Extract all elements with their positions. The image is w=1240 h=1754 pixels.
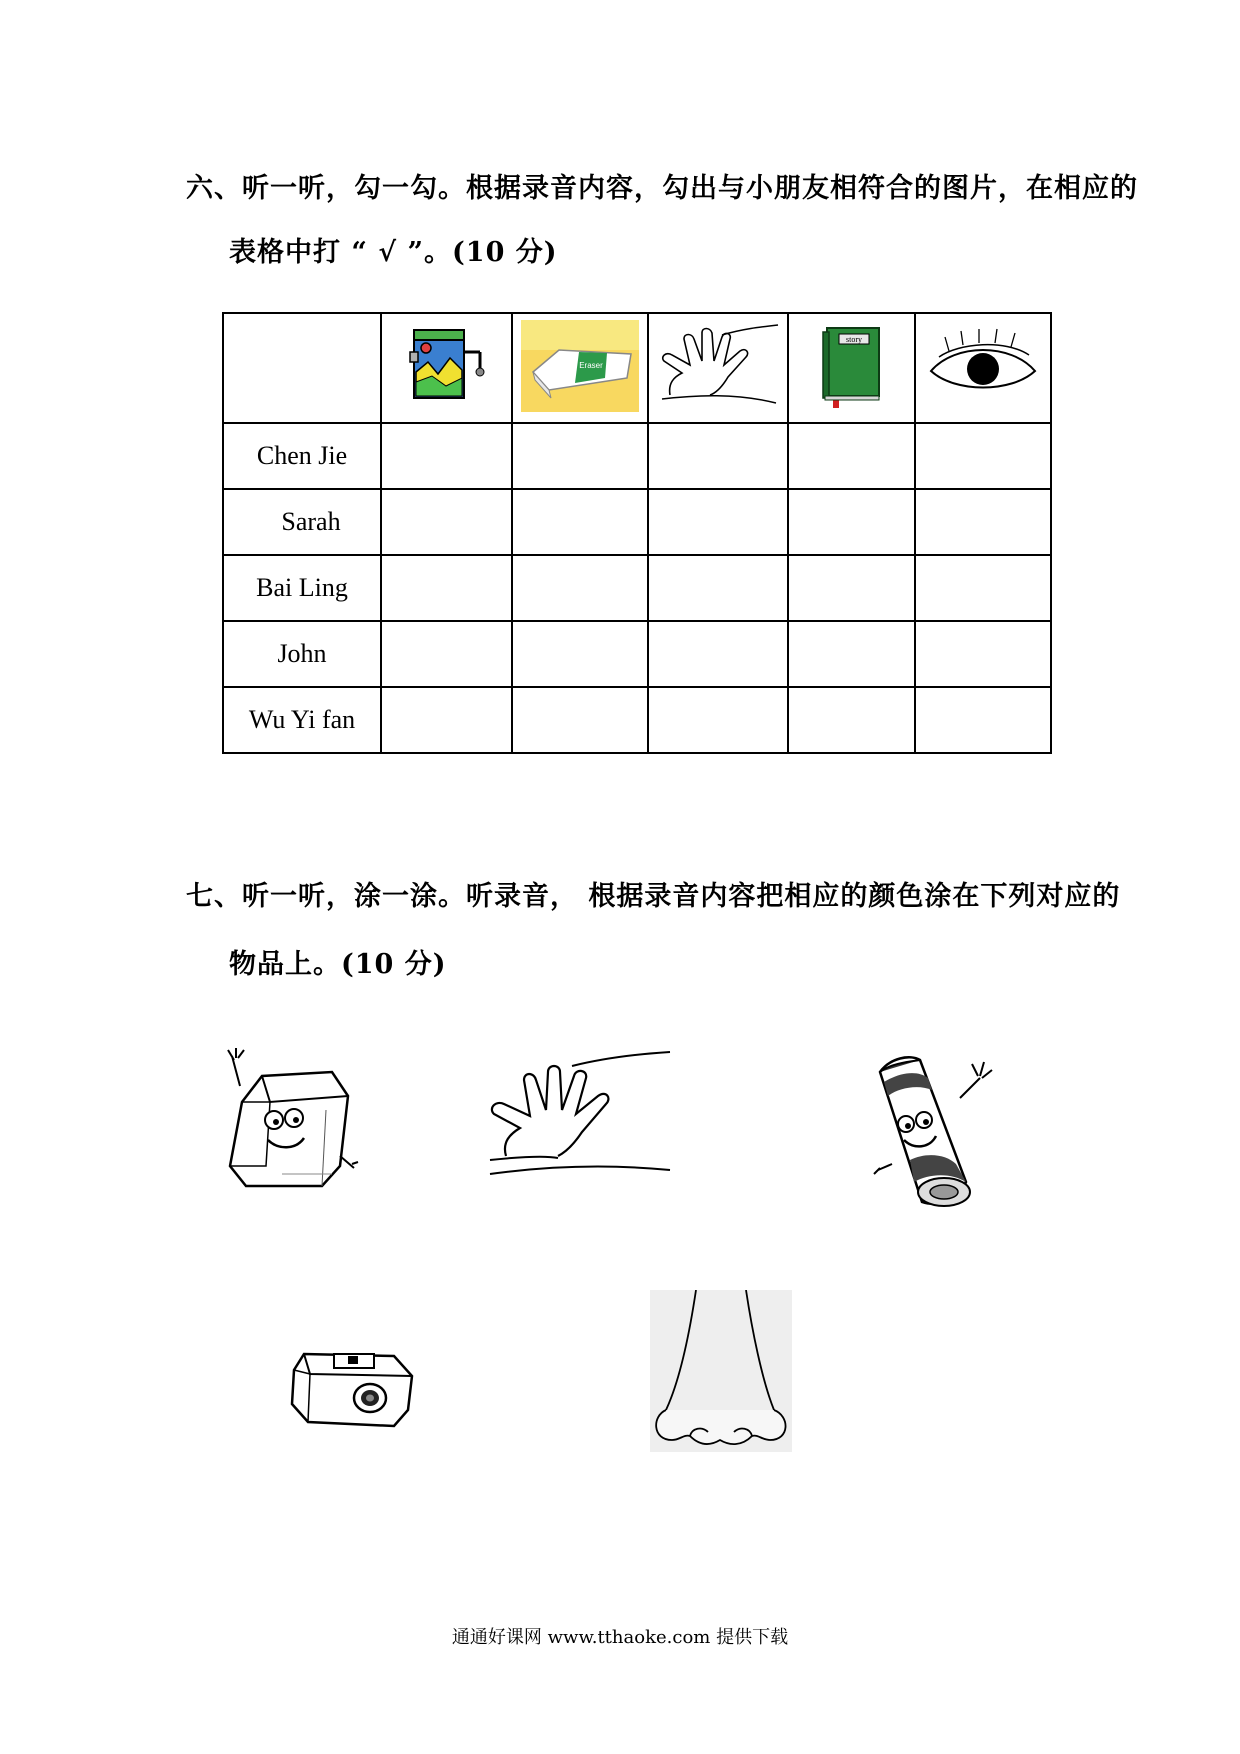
check-cell[interactable] (648, 621, 788, 687)
footer-credit: 通通好课网 www.tthaoke.com 提供下载 (451, 1627, 789, 1648)
check-cell[interactable] (512, 555, 648, 621)
table-row (223, 423, 1051, 489)
check-cell[interactable] (512, 687, 648, 753)
table-row (223, 621, 1051, 687)
header-cell-book (788, 313, 915, 423)
pencil-sharpener-outline-icon[interactable] (286, 1340, 426, 1440)
header-cell-eye (915, 313, 1051, 423)
check-cell[interactable] (648, 687, 788, 753)
check-cell[interactable] (381, 489, 512, 555)
table-row (223, 555, 1051, 621)
crayon-character-icon[interactable] (870, 1052, 1020, 1222)
table-corner-cell (223, 313, 381, 423)
check-cell[interactable] (648, 423, 788, 489)
student-name: John (223, 621, 381, 687)
eraser-character-icon[interactable] (222, 1046, 362, 1196)
check-cell[interactable] (381, 423, 512, 489)
check-cell[interactable] (788, 621, 915, 687)
check-cell[interactable] (381, 555, 512, 621)
check-cell[interactable] (512, 621, 648, 687)
check-cell[interactable] (788, 555, 915, 621)
table-header-row (223, 313, 1051, 423)
check-cell[interactable] (381, 621, 512, 687)
check-cell[interactable] (915, 489, 1051, 555)
student-name: Bai Ling (223, 555, 381, 621)
check-cell[interactable] (648, 555, 788, 621)
check-cell[interactable] (915, 621, 1051, 687)
check-table (222, 312, 1052, 754)
table-row (223, 687, 1051, 753)
book-green-icon (817, 322, 887, 410)
hand-outline-icon (656, 321, 780, 411)
check-cell[interactable] (512, 489, 648, 555)
section7-instruction-line1: 七、听一听，涂一涂。听录音， 根据录音内容把相应的颜色涂在下列对应的 (186, 881, 1121, 912)
book-title-text: story (845, 335, 862, 344)
pencil-sharpener-color-icon (402, 322, 492, 410)
eye-icon (925, 323, 1041, 409)
student-name: Sarah (223, 489, 381, 555)
eraser-label-text: Eraser (579, 361, 603, 370)
nose-icon[interactable] (650, 1290, 792, 1452)
section6-instruction-line1: 六、听一听，勾一勾。根据录音内容，勾出与小朋友相符合的图片，在相应的 (186, 173, 1138, 204)
eraser-color-icon (521, 320, 639, 412)
check-cell[interactable] (788, 423, 915, 489)
student-name: Chen Jie (223, 423, 381, 489)
check-cell[interactable] (788, 687, 915, 753)
check-cell[interactable] (915, 687, 1051, 753)
check-cell[interactable] (512, 423, 648, 489)
header-cell-eraser (512, 313, 648, 423)
header-cell-hand (648, 313, 788, 423)
check-cell[interactable] (915, 423, 1051, 489)
check-cell[interactable] (915, 555, 1051, 621)
check-cell[interactable] (381, 687, 512, 753)
header-cell-pencil-sharpener (381, 313, 512, 423)
student-name: Wu Yi fan (223, 687, 381, 753)
table-row (223, 489, 1051, 555)
check-cell[interactable] (788, 489, 915, 555)
hand-outline-large-icon[interactable] (488, 1048, 672, 1178)
check-cell[interactable] (648, 489, 788, 555)
section6-instruction-line2: 表格中打 “ √ ”。(10 分) (229, 237, 558, 268)
section7-instruction-line2: 物品上。(10 分) (229, 949, 447, 980)
